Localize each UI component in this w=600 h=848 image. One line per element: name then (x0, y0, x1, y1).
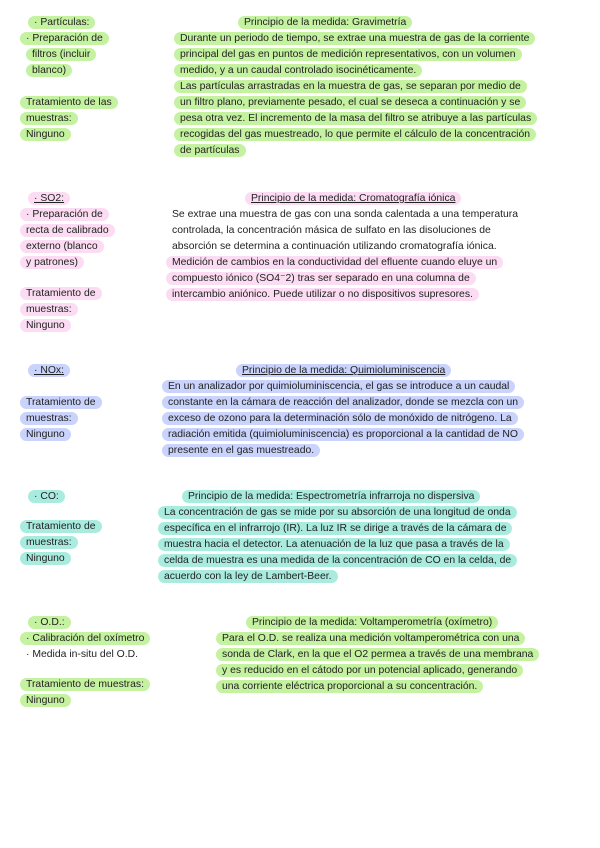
left-note-line: Tratamiento de las (20, 96, 118, 109)
principle-heading: Principio de la medida: Gravimetría (238, 16, 412, 29)
left-note-line: Ninguno (20, 428, 71, 441)
body-line: presente en el gas muestreado. (162, 444, 320, 457)
left-note-line: muestras: (20, 412, 78, 425)
left-note-line: muestras: (20, 112, 78, 125)
body-line: muestra hacia el detector. La atenuación de la luz que pasa a través de la (158, 538, 510, 551)
left-note-line: Ninguno (20, 694, 71, 707)
left-note-line: · Preparación de (20, 208, 109, 221)
left-note-line: · Preparación de (20, 32, 109, 45)
left-note-line: · Medida in-situ del O.D. (26, 649, 139, 660)
left-note-line: Ninguno (20, 128, 71, 141)
left-note-line: y patrones) (20, 256, 84, 269)
left-note-line: recta de calibrado (20, 224, 115, 237)
left-note-line: externo (blanco (20, 240, 104, 253)
body-line: constante en la cámara de reacción del analizador, donde se mezcla con un (162, 396, 524, 409)
body-line: y es reducido en el cátodo por un potencial aplicado, generando (216, 664, 523, 677)
principle-heading: Principio de la medida: Voltamperometría (oxímetro) (246, 616, 498, 629)
left-note-line: blanco) (26, 64, 72, 77)
body-line: Medición de cambios en la conductividad del efluente cuando eluye un (166, 256, 503, 269)
body-line: Las partículas arrastradas en la muestra de gas, se separan por medio de (174, 80, 527, 93)
body-line: En un analizador por quimioluminiscencia, el gas se introduce a un caudal (162, 380, 515, 393)
body-line: una corriente eléctrica proporcional a su concentración. (216, 680, 483, 693)
body-line: principal del gas en puntos de medición representativos, con un volumen (174, 48, 522, 61)
principle-heading: Principio de la medida: Quimioluminiscencia (236, 364, 451, 377)
body-line: celda de muestra es una medida de la concentración de CO en la celda, de (158, 554, 517, 567)
body-line: Para el O.D. se realiza una medición voltamperométrica con una (216, 632, 525, 645)
body-line: La concentración de gas se mide por su absorción de una longitud de onda (158, 506, 517, 519)
body-line: sonda de Clark, en la que el O2 permea a través de una membrana (216, 648, 539, 661)
section-title: · NOx: (28, 364, 70, 377)
left-note-line: muestras: (20, 536, 78, 549)
body-line: acuerdo con la ley de Lambert-Beer. (158, 570, 338, 583)
body-line: controlada, la concentración másica de sulfato en las disoluciones de (172, 225, 491, 236)
body-line: medido, y a un caudal controlado isocinéticamente. (174, 64, 422, 77)
body-line: Se extrae una muestra de gas con una sonda calentada a una temperatura (172, 209, 519, 220)
left-note-line: filtros (incluir (26, 48, 96, 61)
section-title: · CO: (28, 490, 65, 503)
body-line: Durante un periodo de tiempo, se extrae una muestra de gas de la corriente (174, 32, 535, 45)
left-note-line: muestras: (20, 303, 78, 316)
section-title: · O.D.: (28, 616, 71, 629)
body-line: un filtro plano, previamente pesado, el cual se deseca a continuación y se (174, 96, 526, 109)
body-line: compuesto iónico (SO4⁻2) tras ser separado en una columna de (166, 272, 476, 285)
left-note-line: Tratamiento de muestras: (20, 678, 150, 691)
left-note-line: Ninguno (20, 319, 71, 332)
left-note-line: Ninguno (20, 552, 71, 565)
principle-heading: Principio de la medida: Espectrometría infrarroja no dispersiva (182, 490, 480, 503)
left-note-line: Tratamiento de (20, 287, 102, 300)
left-note-line: Tratamiento de (20, 396, 102, 409)
body-line: recogidas del gas muestreado, lo que permite el cálculo de la concentración (174, 128, 536, 141)
body-line: específica en el infrarrojo (IR). La luz IR se dirige a través de la cámara de (158, 522, 512, 535)
left-note-line: · Calibración del oxímetro (20, 632, 150, 645)
principle-heading: Principio de la medida: Cromatografía iónica (245, 192, 461, 205)
left-note-line: Tratamiento de (20, 520, 102, 533)
section-title: · SO2: (28, 192, 70, 205)
body-line: de partículas (174, 144, 246, 157)
body-line: intercambio aniónico. Puede utilizar o no dispositivos supresores. (166, 288, 479, 301)
body-line: absorción se determina a continuación utilizando cromatografía iónica. (172, 241, 497, 252)
section-title: · Partículas: (28, 16, 95, 29)
body-line: pesa otra vez. El incremento de la masa del filtro se atribuye a las partículas (174, 112, 537, 125)
body-line: radiación emitida (quimioluminiscencia) es proporcional a la cantidad de NO (162, 428, 524, 441)
body-line: exceso de ozono para la determinación sólo de monóxido de nitrógeno. La (162, 412, 518, 425)
